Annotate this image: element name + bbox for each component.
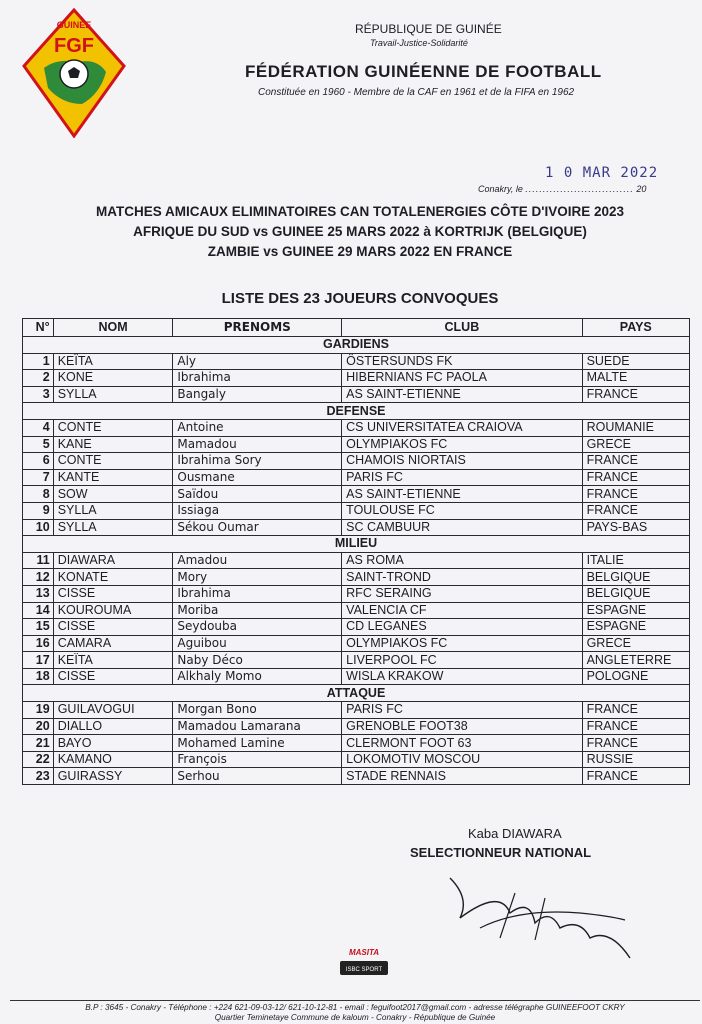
- player-club: STADE RENNAIS: [342, 768, 582, 785]
- player-pays: FRANCE: [582, 718, 689, 735]
- player-prenoms: Morgan Bono: [173, 702, 342, 719]
- player-pays: RUSSIE: [582, 751, 689, 768]
- player-pays: GRECE: [582, 635, 689, 652]
- player-club: AS ROMA: [342, 552, 582, 569]
- coach-name: Kaba DIAWARA: [468, 826, 562, 841]
- player-nom: CISSE: [53, 619, 173, 636]
- section-label: GARDIENS: [23, 337, 690, 354]
- table-row: [23, 353, 690, 370]
- section-row-defense: [23, 403, 690, 420]
- player-prenoms: Alkhaly Momo: [173, 668, 342, 685]
- player-pays: SUEDE: [582, 353, 689, 370]
- player-pays: PAYS-BAS: [582, 519, 689, 536]
- player-pays: FRANCE: [582, 702, 689, 719]
- player-pays: FRANCE: [582, 469, 689, 486]
- player-number: 22: [23, 751, 54, 768]
- table-row: [23, 619, 690, 636]
- player-prenoms: Sékou Oumar: [173, 519, 342, 536]
- player-nom: KAMANO: [53, 751, 173, 768]
- player-nom: KANE: [53, 436, 173, 453]
- player-club: HIBERNIANS FC PAOLA: [342, 370, 582, 387]
- player-nom: GUILAVOGUI: [53, 702, 173, 719]
- table-row: [23, 569, 690, 586]
- list-title: LISTE DES 23 JOUEURS CONVOQUES: [221, 290, 499, 307]
- player-nom: KEÏTA: [53, 353, 173, 370]
- place-year: 20: [636, 184, 647, 194]
- player-number: 4: [23, 419, 54, 436]
- player-nom: DIALLO: [53, 718, 173, 735]
- player-number: 14: [23, 602, 54, 619]
- fgf-logo: [22, 8, 126, 138]
- table-row: [23, 652, 690, 669]
- player-club: OLYMPIAKOS FC: [342, 635, 582, 652]
- player-number: 9: [23, 502, 54, 519]
- table-row: [23, 735, 690, 752]
- federation-constitution: Constituée en 1960 - Membre de la CAF en 1961 et de la FIFA en 1962: [258, 87, 575, 98]
- player-pays: ANGLETERRE: [582, 652, 689, 669]
- player-nom: CISSE: [53, 668, 173, 685]
- player-prenoms: Serhou: [173, 768, 342, 785]
- player-prenoms: Naby Déco: [173, 652, 342, 669]
- player-number: 2: [23, 370, 54, 387]
- player-pays: FRANCE: [582, 735, 689, 752]
- player-pays: GRECE: [582, 436, 689, 453]
- player-pays: POLOGNE: [582, 668, 689, 685]
- player-pays: ESPAGNE: [582, 619, 689, 636]
- player-pays: ROUMANIE: [582, 419, 689, 436]
- player-prenoms: Amadou: [173, 552, 342, 569]
- player-pays: FRANCE: [582, 453, 689, 470]
- header-num: N°: [23, 319, 54, 337]
- table-row: [23, 635, 690, 652]
- player-number: 16: [23, 635, 54, 652]
- player-prenoms: Mamadou: [173, 436, 342, 453]
- svg-text:FGF: FGF: [54, 35, 94, 57]
- player-club: PARIS FC: [342, 702, 582, 719]
- player-number: 23: [23, 768, 54, 785]
- section-row-milieu: [23, 536, 690, 553]
- player-club: AS SAINT-ETIENNE: [342, 386, 582, 403]
- player-pays: MALTE: [582, 370, 689, 387]
- players-table-body: [23, 337, 690, 785]
- section-row-gardiens: [23, 337, 690, 354]
- table-row: [23, 702, 690, 719]
- table-row: [23, 469, 690, 486]
- player-prenoms: Antoine: [173, 419, 342, 436]
- player-prenoms: Aguibou: [173, 635, 342, 652]
- header-club: CLUB: [342, 319, 582, 337]
- player-nom: KOUROUMA: [53, 602, 173, 619]
- table-header-row: [23, 319, 690, 337]
- player-nom: CONTE: [53, 453, 173, 470]
- masita-logo: MASITA: [348, 948, 380, 957]
- table-row: [23, 718, 690, 735]
- player-prenoms: Ibrahima: [173, 585, 342, 602]
- player-pays: FRANCE: [582, 502, 689, 519]
- player-number: 5: [23, 436, 54, 453]
- footer: [10, 1000, 700, 1023]
- player-nom: CONTE: [53, 419, 173, 436]
- player-nom: DIAWARA: [53, 552, 173, 569]
- place-label: Conakry, le: [478, 184, 523, 194]
- player-number: 17: [23, 652, 54, 669]
- player-pays: ESPAGNE: [582, 602, 689, 619]
- table-row: [23, 419, 690, 436]
- player-number: 8: [23, 486, 54, 503]
- player-pays: BELGIQUE: [582, 569, 689, 586]
- player-pays: ITALIE: [582, 552, 689, 569]
- player-club: SC CAMBUUR: [342, 519, 582, 536]
- player-club: PARIS FC: [342, 469, 582, 486]
- isbc-sport-logo: ISBC SPORT: [340, 961, 388, 975]
- player-number: 15: [23, 619, 54, 636]
- place-dots: ...............................: [525, 184, 634, 194]
- player-club: WISLA KRAKOW: [342, 668, 582, 685]
- federation-name: FÉDÉRATION GUINÉENNE DE FOOTBALL: [245, 62, 602, 81]
- date-stamp: 1 0 MAR 2022: [545, 165, 659, 181]
- player-prenoms: Mohamed Lamine: [173, 735, 342, 752]
- table-row: [23, 602, 690, 619]
- player-nom: SYLLA: [53, 519, 173, 536]
- player-club: CD LEGANES: [342, 619, 582, 636]
- title-line-2: AFRIQUE DU SUD vs GUINEE 25 MARS 2022 à KORTRIJK (BELGIQUE): [133, 224, 587, 239]
- player-prenoms: Issiaga: [173, 502, 342, 519]
- player-nom: CAMARA: [53, 635, 173, 652]
- player-number: 7: [23, 469, 54, 486]
- section-label: ATTAQUE: [23, 685, 690, 702]
- player-number: 21: [23, 735, 54, 752]
- player-club: GRENOBLE FOOT38: [342, 718, 582, 735]
- svg-text:GUINEE: GUINEE: [56, 20, 92, 30]
- player-nom: KONE: [53, 370, 173, 387]
- player-pays: FRANCE: [582, 486, 689, 503]
- player-club: LOKOMOTIV MOSCOU: [342, 751, 582, 768]
- player-nom: SYLLA: [53, 386, 173, 403]
- player-nom: SYLLA: [53, 502, 173, 519]
- title-line-1: MATCHES AMICAUX ELIMINATOIRES CAN TOTALENERGIES CÔTE D'IVOIRE 2023: [95, 204, 625, 219]
- republic-title: RÉPUBLIQUE DE GUINÉE: [355, 22, 502, 36]
- player-number: 20: [23, 718, 54, 735]
- player-prenoms: Ibrahima Sory: [173, 453, 342, 470]
- player-prenoms: Mamadou Lamarana: [173, 718, 342, 735]
- player-club: OLYMPIAKOS FC: [342, 436, 582, 453]
- player-nom: BAYO: [53, 735, 173, 752]
- player-club: SAINT-TROND: [342, 569, 582, 586]
- national-motto: Travail-Justice-Solidarité: [370, 38, 468, 48]
- player-prenoms: Seydouba: [173, 619, 342, 636]
- player-club: LIVERPOOL FC: [342, 652, 582, 669]
- table-row: [23, 519, 690, 536]
- header-prenoms: PRENOMS: [173, 319, 342, 337]
- player-number: 1: [23, 353, 54, 370]
- player-club: CS UNIVERSITATEA CRAIOVA: [342, 419, 582, 436]
- footer-address: Quartier Teminetaye Commune de kaloum - Conakry - République de Guinée: [214, 1013, 496, 1022]
- player-nom: KEÏTA: [53, 652, 173, 669]
- player-pays: FRANCE: [582, 768, 689, 785]
- player-club: TOULOUSE FC: [342, 502, 582, 519]
- player-prenoms: Saïdou: [173, 486, 342, 503]
- coach-role: SELECTIONNEUR NATIONAL: [410, 845, 592, 860]
- player-number: 10: [23, 519, 54, 536]
- player-number: 3: [23, 386, 54, 403]
- player-prenoms: Aly: [173, 353, 342, 370]
- player-prenoms: Bangaly: [173, 386, 342, 403]
- header-nom: NOM: [53, 319, 173, 337]
- header-pays: PAYS: [582, 319, 689, 337]
- player-club: CHAMOIS NIORTAIS: [342, 453, 582, 470]
- player-nom: SOW: [53, 486, 173, 503]
- player-pays: FRANCE: [582, 386, 689, 403]
- table-row: [23, 552, 690, 569]
- player-club: CLERMONT FOOT 63: [342, 735, 582, 752]
- player-nom: KANTE: [53, 469, 173, 486]
- player-club: AS SAINT-ETIENNE: [342, 486, 582, 503]
- place-date-line: [478, 184, 646, 194]
- signature-block: [410, 826, 591, 860]
- player-number: 6: [23, 453, 54, 470]
- table-row: [23, 486, 690, 503]
- table-row: [23, 751, 690, 768]
- player-number: 19: [23, 702, 54, 719]
- player-nom: KONATE: [53, 569, 173, 586]
- table-row: [23, 768, 690, 785]
- title-line-3: ZAMBIE vs GUINEE 29 MARS 2022 EN FRANCE: [207, 244, 513, 259]
- player-pays: BELGIQUE: [582, 585, 689, 602]
- sponsor-logos: [340, 948, 388, 975]
- player-nom: GUIRASSY: [53, 768, 173, 785]
- player-club: VALENCIA CF: [342, 602, 582, 619]
- section-label: DEFENSE: [23, 403, 690, 420]
- handwritten-signature: [440, 868, 640, 968]
- player-prenoms: François: [173, 751, 342, 768]
- player-number: 13: [23, 585, 54, 602]
- table-row: [23, 668, 690, 685]
- table-row: [23, 370, 690, 387]
- table-row: [23, 502, 690, 519]
- player-club: RFC SERAING: [342, 585, 582, 602]
- table-row: [23, 386, 690, 403]
- players-table: [22, 318, 690, 785]
- player-prenoms: Ousmane: [173, 469, 342, 486]
- match-titles: [40, 202, 680, 262]
- table-row: [23, 453, 690, 470]
- player-number: 11: [23, 552, 54, 569]
- player-number: 18: [23, 668, 54, 685]
- footer-contact: B.P : 3645 - Conakry - Téléphone : +224 621-09-03-12/ 621-10-12-81 - email : feguifoot2017@gmail.com - adresse télégraphe GUINEEFOOT CKRY: [85, 1003, 625, 1012]
- player-prenoms: Moriba: [173, 602, 342, 619]
- player-number: 12: [23, 569, 54, 586]
- section-label: MILIEU: [23, 536, 690, 553]
- table-row: [23, 436, 690, 453]
- section-row-attaque: [23, 685, 690, 702]
- player-nom: CISSE: [53, 585, 173, 602]
- player-prenoms: Ibrahima: [173, 370, 342, 387]
- player-club: ÖSTERSUNDS FK: [342, 353, 582, 370]
- player-prenoms: Mory: [173, 569, 342, 586]
- table-row: [23, 585, 690, 602]
